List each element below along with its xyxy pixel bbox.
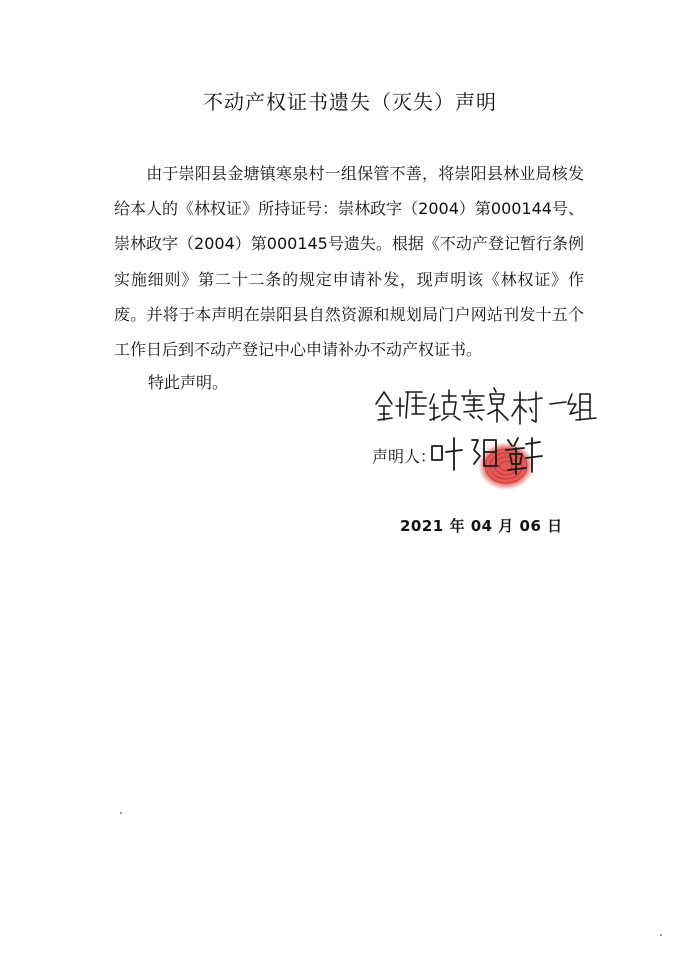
handwritten-name-signature [428,430,548,476]
scan-speck [660,934,662,936]
declaration-date: 2021 年 04 月 06 日 [400,517,563,535]
declaration-body [114,156,584,367]
handwritten-group-signature [370,370,600,430]
scan-speck [120,812,122,814]
closing-statement: 特此声明。 [148,373,229,392]
document-title: 不动产权证书遗失（灭失）声明 [203,90,497,114]
declarant-label: 声明人： [372,447,437,466]
declaration-body-text: 由于崇阳县金塘镇寒泉村一组保管不善，将崇阳县林业局核发给本人的《林权证》所持证号：崇林政字（2004）第000144号、崇林政字（2004）第000145号遗失。根据《不动产登记暂行条例实施细则》第二十二条的规定申请补发，现声明该《林权证》作废。并将于本声明在崇阳县自然资源和规划局门户网站刊发十五个工作日后到不动产登记中心申请补办不动产权证书。 [114,164,584,360]
